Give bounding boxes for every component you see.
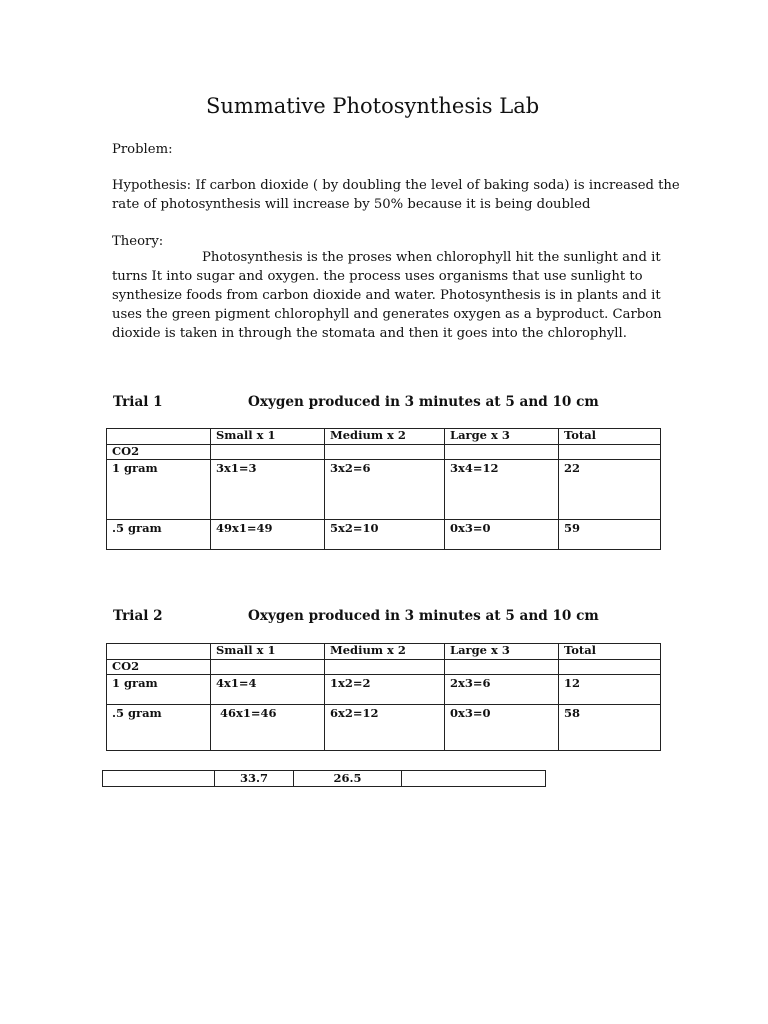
table-cell bbox=[559, 445, 661, 460]
table-cell bbox=[445, 445, 559, 460]
table-cell: 12 bbox=[559, 675, 661, 705]
trial-2-table bbox=[106, 643, 661, 751]
table-cell: 0x3=0 bbox=[445, 705, 559, 751]
table-cell: .5 gram bbox=[107, 705, 211, 751]
theory-line: dioxide is taken in through the stomata and then it goes into the chlorophyll. bbox=[112, 326, 627, 341]
table-cell bbox=[211, 660, 325, 675]
table-cell: Large x 3 bbox=[445, 429, 559, 445]
table-cell: CO2 bbox=[107, 660, 211, 675]
table-cell: 49x1=49 bbox=[211, 520, 325, 550]
table-row bbox=[107, 675, 661, 705]
table-cell: 1x2=2 bbox=[325, 675, 445, 705]
table-cell: 1 gram bbox=[107, 460, 211, 520]
theory-line: uses the green pigment chlorophyll and generates oxygen as a byproduct. Carbon bbox=[112, 307, 662, 322]
table-cell: 3x2=6 bbox=[325, 460, 445, 520]
table-cell: 58 bbox=[559, 705, 661, 751]
table-header-row bbox=[107, 644, 661, 660]
theory-line: synthesize foods from carbon dioxide and water. Photosynthesis is in plants and it bbox=[112, 288, 661, 303]
table-cell: Medium x 2 bbox=[325, 644, 445, 660]
theory-line: turns It into sugar and oxygen. the process uses organisms that use sunlight to bbox=[112, 269, 643, 284]
theory-paragraph bbox=[112, 248, 672, 343]
trial-2-label: Trial 2 bbox=[113, 608, 163, 624]
table-cell bbox=[107, 644, 211, 660]
hypothesis bbox=[112, 176, 680, 214]
table-cell: Small x 1 bbox=[211, 429, 325, 445]
table-row bbox=[107, 660, 661, 675]
table-cell bbox=[325, 660, 445, 675]
trial-1-label: Trial 1 bbox=[113, 394, 163, 410]
table-cell bbox=[107, 429, 211, 445]
table-row bbox=[107, 705, 661, 751]
table-cell: 2x3=6 bbox=[445, 675, 559, 705]
page-title: Summative Photosynthesis Lab bbox=[206, 94, 540, 118]
table-cell: Medium x 2 bbox=[325, 429, 445, 445]
table-cell bbox=[103, 771, 215, 787]
summary-table bbox=[102, 770, 546, 787]
table-cell: 1 gram bbox=[107, 675, 211, 705]
table-cell bbox=[445, 660, 559, 675]
table-cell: Large x 3 bbox=[445, 644, 559, 660]
table-cell: 3x4=12 bbox=[445, 460, 559, 520]
table-row bbox=[107, 445, 661, 460]
table-cell: 33.7 bbox=[215, 771, 294, 787]
hypothesis-line: rate of photosynthesis will increase by 50% because it is being doubled bbox=[112, 197, 591, 212]
table-row bbox=[107, 520, 661, 550]
table-row bbox=[103, 771, 546, 787]
table-row bbox=[107, 460, 661, 520]
problem-label: Problem: bbox=[112, 142, 173, 157]
theory-label: Theory: bbox=[112, 234, 164, 249]
table-cell: .5 gram bbox=[107, 520, 211, 550]
hypothesis-line: Hypothesis: If carbon dioxide ( by doubling the level of baking soda) is increased the bbox=[112, 178, 680, 193]
table-cell bbox=[325, 445, 445, 460]
trial-1-table bbox=[106, 428, 661, 550]
trial-2-title: Oxygen produced in 3 minutes at 5 and 10 cm bbox=[248, 608, 599, 624]
table-header-row bbox=[107, 429, 661, 445]
table-cell bbox=[211, 445, 325, 460]
table-cell: Small x 1 bbox=[211, 644, 325, 660]
table-cell: 6x2=12 bbox=[325, 705, 445, 751]
table-cell: 59 bbox=[559, 520, 661, 550]
table-cell: 5x2=10 bbox=[325, 520, 445, 550]
table-cell: Total bbox=[559, 644, 661, 660]
theory-line: Photosynthesis is the proses when chlorophyll hit the sunlight and it bbox=[202, 250, 661, 265]
table-cell: 3x1=3 bbox=[211, 460, 325, 520]
table-cell: 0x3=0 bbox=[445, 520, 559, 550]
table-cell: 46x1=46 bbox=[211, 705, 325, 751]
table-cell: Total bbox=[559, 429, 661, 445]
table-cell: CO2 bbox=[107, 445, 211, 460]
table-cell bbox=[559, 660, 661, 675]
table-cell: 4x1=4 bbox=[211, 675, 325, 705]
table-cell bbox=[402, 771, 546, 787]
table-cell: 26.5 bbox=[294, 771, 402, 787]
trial-1-title: Oxygen produced in 3 minutes at 5 and 10 cm bbox=[248, 394, 599, 410]
table-cell: 22 bbox=[559, 460, 661, 520]
